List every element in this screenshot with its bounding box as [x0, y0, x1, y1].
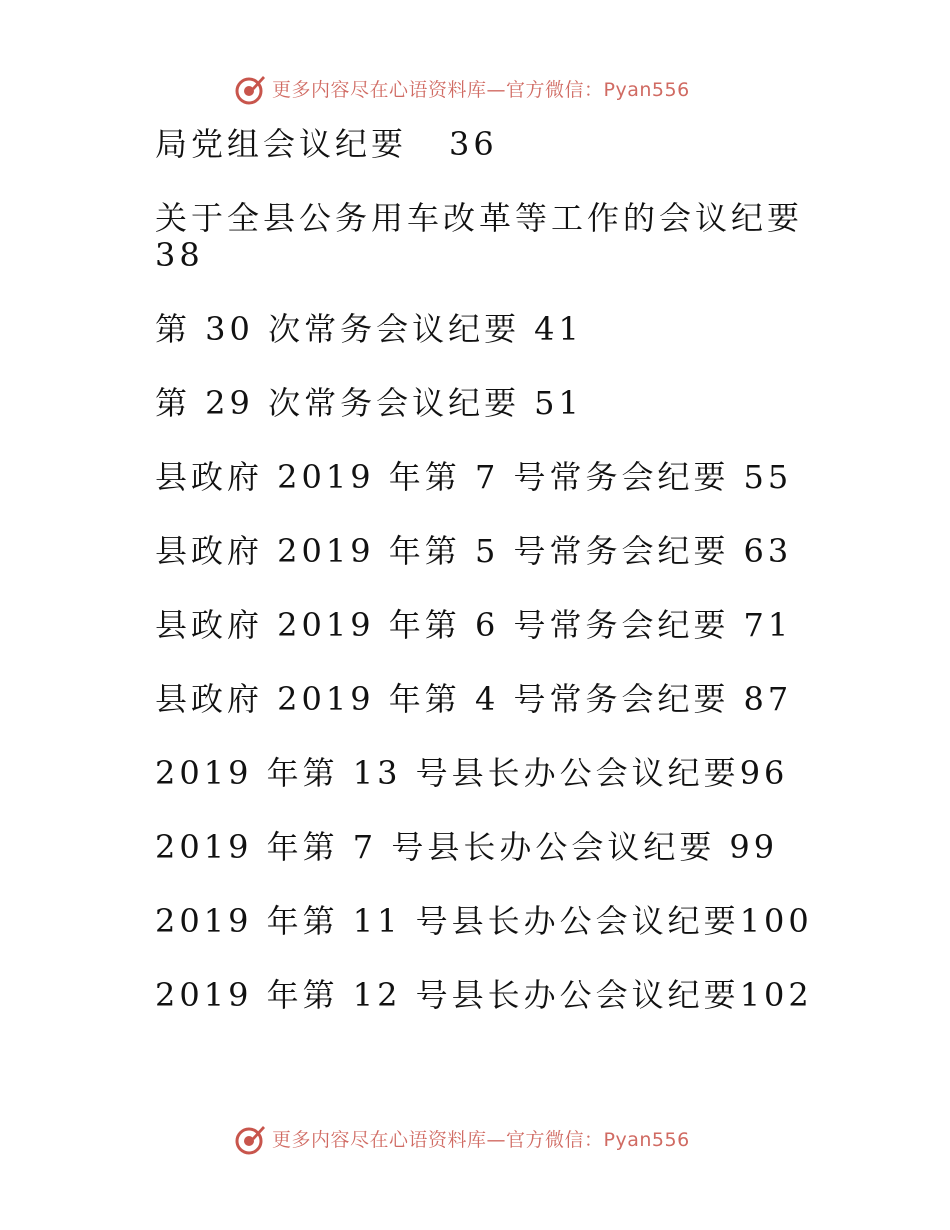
toc-entry-page: 96 — [739, 754, 789, 792]
toc-entry-page: 36 — [449, 125, 498, 163]
toc-entry[interactable] — [155, 385, 855, 422]
toc-entry[interactable] — [155, 829, 855, 866]
toc-entry-title: 2019 年第 13 号县长办公会议纪要 — [155, 754, 740, 792]
toc-entry-title: 县政府 2019 年第 6 号常务会纪要 — [155, 606, 730, 644]
toc-entry-page: 38 — [155, 236, 204, 274]
toc-entry[interactable] — [155, 459, 855, 496]
toc-entry-title: 关于全县公务用车改革等工作的会议纪要 — [155, 199, 804, 237]
logo-icon — [232, 73, 266, 107]
toc-entry[interactable] — [155, 607, 855, 644]
table-of-contents — [155, 126, 855, 1051]
toc-entry-title: 2019 年第 7 号县长办公会议纪要 — [155, 828, 716, 866]
toc-entry[interactable] — [155, 755, 855, 792]
toc-entry-page: 99 — [729, 828, 779, 866]
footer-banner — [232, 1122, 690, 1158]
toc-entry-title: 2019 年第 12 号县长办公会议纪要 — [155, 976, 740, 1014]
toc-entry[interactable] — [155, 681, 855, 718]
banner-text: 更多内容尽在心语资料库—官方微信：Pyan556 — [272, 1129, 690, 1151]
toc-entry-title: 县政府 2019 年第 5 号常务会纪要 — [155, 532, 730, 570]
toc-entry-page: 55 — [743, 458, 793, 496]
toc-entry-title: 2019 年第 11 号县长办公会议纪要 — [155, 902, 740, 940]
toc-entry-title: 县政府 2019 年第 7 号常务会纪要 — [155, 458, 730, 496]
toc-entry-title: 第 29 次常务会议纪要 — [155, 384, 521, 422]
toc-entry-page: 41 — [534, 310, 583, 348]
toc-entry[interactable] — [155, 200, 855, 274]
toc-entry[interactable] — [155, 311, 855, 348]
toc-entry-title: 第 30 次常务会议纪要 — [155, 310, 521, 348]
toc-entry[interactable] — [155, 977, 855, 1014]
toc-entry-page: 87 — [743, 680, 793, 718]
toc-entry-title: 县政府 2019 年第 4 号常务会纪要 — [155, 680, 730, 718]
header-banner — [232, 72, 690, 108]
banner-text: 更多内容尽在心语资料库—官方微信：Pyan556 — [272, 79, 690, 101]
toc-entry[interactable] — [155, 126, 855, 163]
toc-entry-page: 63 — [743, 532, 793, 570]
toc-entry[interactable] — [155, 903, 855, 940]
logo-icon — [232, 1123, 266, 1157]
toc-entry-page: 102 — [739, 976, 813, 1014]
toc-entry-title: 局党组会议纪要 — [155, 125, 408, 163]
toc-entry-page: 51 — [534, 384, 583, 422]
toc-entry[interactable] — [155, 533, 855, 570]
toc-entry-page: 71 — [743, 606, 793, 644]
toc-entry-page: 100 — [739, 902, 813, 940]
